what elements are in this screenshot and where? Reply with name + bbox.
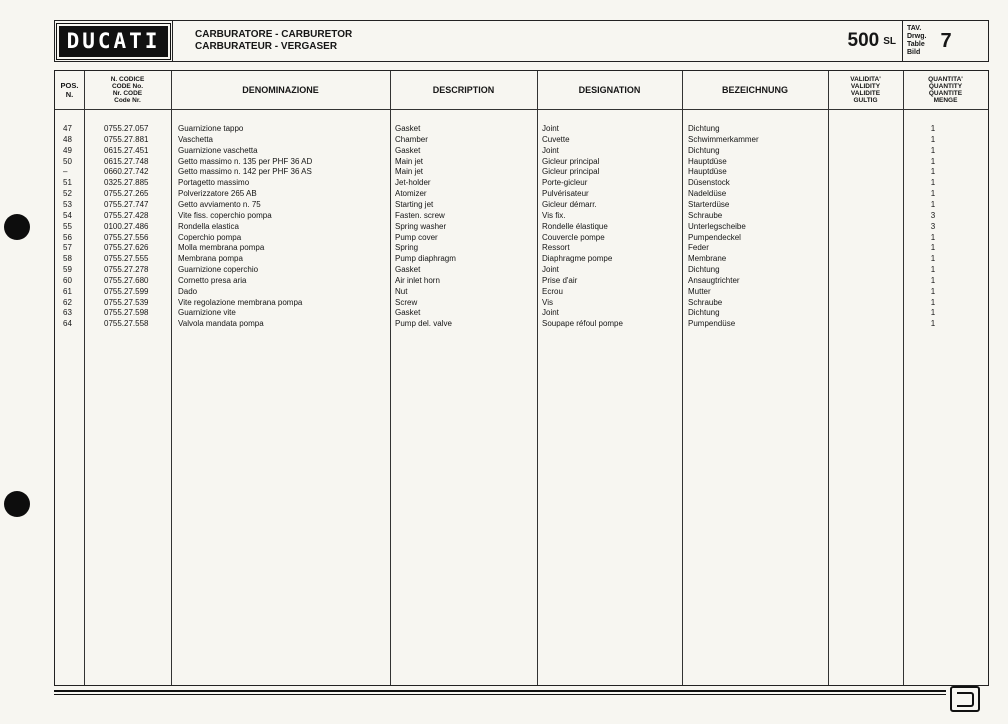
cell-qty: 1 [930,167,936,177]
cell-bez: Dichtung [688,145,720,155]
cell-qty: 1 [930,145,936,155]
cell-pos: 53 [63,199,72,209]
table-row [55,242,988,253]
cell-code: 0755.27.881 [104,134,149,144]
cell-bez: Schwimmerkammer [688,134,759,144]
col-header-pos: POS. N. [60,81,79,99]
title-line-1: CARBURATORE - CARBURETOR [195,29,353,40]
cell-desc: Gasket [395,145,421,155]
table-row [55,145,988,156]
cell-dsg: Rondelle élastique [542,221,608,231]
cell-den: Guarnizione vaschetta [178,145,258,155]
cell-bez: Dichtung [688,265,720,275]
cell-pos: 58 [63,254,72,264]
table-row [55,297,988,308]
cell-pos: 60 [63,275,72,285]
cell-bez: Hauptdüse [688,167,727,177]
cell-den: Polverizzatore 265 AB [178,189,257,199]
table-row [55,210,988,221]
cell-desc: Main jet [395,156,424,166]
cell-pos: 61 [63,286,72,296]
footer-rule [54,694,946,695]
cell-desc: Starting jet [395,199,434,209]
cell-dsg: Cuvette [542,134,570,144]
table-row [55,134,988,145]
cell-pos: – [63,167,68,177]
cell-bez: Schraube [688,297,723,307]
cell-code: 0100.27.486 [104,221,149,231]
cell-code: 0755.27.265 [104,189,149,199]
col-header-validity: VALIDITA' VALIDITY VALIDITE GULTIG [850,76,881,104]
cell-pos: 47 [63,124,72,133]
ducati-mark-icon [950,686,980,712]
table-row [55,232,988,243]
tav-label: TAV. [907,25,922,32]
cell-bez: Dichtung [688,124,720,133]
cell-qty: 1 [930,275,936,285]
cell-qty: 1 [930,297,936,307]
cell-code: 0755.27.598 [104,308,149,318]
cell-desc: Pump diaphragm [395,254,456,264]
table-labels [907,25,926,57]
cell-code: 0755.27.680 [104,275,149,285]
cell-den: Guarnizione coperchio [178,265,259,275]
cell-den: Guarnizione vite [178,308,236,318]
cell-pos: 55 [63,221,72,231]
col-header-designation: DESIGNATION [578,85,641,95]
drwg-label: Drwg. [907,33,927,40]
cell-dsg: Ressort [542,243,570,253]
cell-qty: 1 [930,308,936,318]
table-row [55,177,988,188]
cell-qty: 1 [930,265,936,275]
cell-bez: Unterlegscheibe [688,221,746,231]
cell-den: Guarnizione tappo [178,124,244,133]
cell-den: Dado [178,286,198,296]
cell-den: Coperchio pompa [178,232,242,242]
cell-code: 0755.27.747 [104,199,149,209]
cell-dsg: Prise d'air [542,275,578,285]
cell-desc: Pump cover [395,232,438,242]
cell-den: Cornetto presa aria [178,275,247,285]
cell-pos: 54 [63,210,72,220]
cell-dsg: Diaphragme pompe [542,254,613,264]
cell-dsg: Gicleur principal [542,167,600,177]
cell-dsg: Soupape réfoul pompe [542,319,623,329]
cell-qty: 1 [930,178,936,188]
cell-code: 0755.27.599 [104,286,149,296]
cell-qty: 1 [930,124,936,133]
cell-qty: 1 [930,199,936,209]
cell-desc: Spring [395,243,419,253]
cell-desc: Jet-holder [395,178,431,188]
cell-pos: 59 [63,265,72,275]
col-header-description: DESCRIPTION [432,85,495,95]
cell-bez: Dichtung [688,308,720,318]
table-row [55,188,988,199]
cell-desc: Pump del. valve [395,319,452,329]
cell-desc: Atomizer [395,189,427,199]
cell-qty: 3 [930,221,936,231]
cell-bez: Nadeldüse [688,189,727,199]
cell-desc: Nut [395,286,408,296]
cell-bez: Schraube [688,210,723,220]
table-row [55,156,988,167]
cell-den: Molla membrana pompa [178,243,265,253]
cell-den: Vite fiss. coperchio pompa [178,210,272,220]
cell-pos: 50 [63,156,72,166]
table-number-cell [902,21,988,61]
cell-dsg: Joint [542,308,559,318]
cell-pos: 62 [63,297,72,307]
model-number: 500 [847,30,880,51]
cell-dsg: Joint [542,265,559,275]
cell-pos: 48 [63,134,72,144]
parts-table [54,70,989,686]
cell-den: Valvola mandata pompa [178,319,264,329]
cell-desc: Screw [395,297,418,307]
cell-bez: Pumpendüse [688,319,736,329]
cell-dsg: Vis fix. [542,210,566,220]
col-header-quantity: QUANTITA' QUANTITY QUANTITE MENGE [928,76,963,104]
cell-bez: Feder [688,243,709,253]
cell-den: Vaschetta [178,134,213,144]
cell-desc: Spring washer [395,221,447,231]
cell-qty: 3 [930,210,936,220]
table-row [55,318,988,329]
table-row [55,123,988,134]
page-header [54,20,989,62]
table-number: 7 [940,29,952,52]
cell-den: Portagetto massimo [178,178,250,188]
table-row [55,275,988,286]
cell-desc: Chamber [395,134,428,144]
cell-den: Getto massimo n. 135 per PHF 36 AD [178,156,313,166]
cell-code: 0755.27.556 [104,232,149,242]
ducati-logo: DUCATI [59,26,169,57]
binder-hole [4,491,30,517]
cell-dsg: Pulvérisateur [542,189,589,199]
col-header-denominazione: DENOMINAZIONE [242,85,319,95]
cell-qty: 1 [930,134,936,144]
cell-code: 0615.27.748 [104,156,149,166]
cell-den: Vite regolazione membrana pompa [178,297,303,307]
table-row [55,307,988,318]
cell-bez: Pumpendeckel [688,232,741,242]
cell-code: 0755.27.539 [104,297,149,307]
cell-qty: 1 [930,232,936,242]
bild-label: Bild [907,49,921,56]
cell-dsg: Joint [542,124,559,133]
cell-desc: Main jet [395,167,424,177]
table-label: Table [907,41,925,48]
cell-code: 0615.27.451 [104,145,149,155]
title-line-2: CARBURATEUR - VERGASER [195,41,338,52]
cell-dsg: Ecrou [542,286,563,296]
cell-code: 0755.27.555 [104,254,149,264]
cell-desc: Air inlet horn [395,275,440,285]
cell-bez: Starterdüse [688,199,730,209]
cell-desc: Gasket [395,308,421,318]
section-title [173,21,824,61]
cell-den: Getto avviamento n. 75 [178,199,261,209]
cell-code: 0755.27.428 [104,210,149,220]
cell-bez: Hauptdüse [688,156,727,166]
table-row [55,264,988,275]
footer-rule [54,690,946,692]
cell-qty: 1 [930,254,936,264]
table-row [55,166,988,177]
col-header-bezeichnung: BEZEICHNUNG [721,85,788,95]
model-cell [824,21,902,61]
cell-qty: 1 [930,189,936,199]
cell-den: Rondella elastica [178,221,239,231]
cell-dsg: Couvercle pompe [542,232,605,242]
cell-qty: 1 [930,243,936,253]
cell-code: 0660.27.742 [104,167,149,177]
cell-dsg: Joint [542,145,559,155]
cell-pos: 51 [63,178,72,188]
cell-qty: 1 [930,156,936,166]
model-suffix: SL [883,35,896,47]
cell-qty: 1 [930,319,936,329]
cell-code: 0755.27.278 [104,265,149,275]
cell-bez: Membrane [688,254,727,264]
table-row [55,221,988,232]
cell-code: 0325.27.885 [104,178,149,188]
cell-code: 0755.27.558 [104,319,149,329]
cell-den: Getto massimo n. 142 per PHF 36 AS [178,167,312,177]
cell-pos: 56 [63,232,72,242]
cell-code: 0755.27.626 [104,243,149,253]
table-row [55,286,988,297]
cell-dsg: Porte-gicleur [542,178,588,188]
cell-pos: 64 [63,319,72,329]
cell-dsg: Vis [542,297,553,307]
brand-cell [55,21,173,61]
cell-code: 0755.27.057 [104,124,149,133]
cell-dsg: Gicleur principal [542,156,600,166]
table-row [55,199,988,210]
cell-bez: Mutter [688,286,711,296]
cell-desc: Fasten. screw [395,210,445,220]
cell-dsg: Gicleur démarr. [542,199,597,209]
cell-pos: 63 [63,308,72,318]
col-header-code: N. CODICE CODE No. Nr. CODE Code Nr. [110,76,145,104]
cell-qty: 1 [930,286,936,296]
cell-pos: 49 [63,145,72,155]
cell-bez: Düsenstock [688,178,730,188]
cell-den: Membrana pompa [178,254,243,264]
binder-hole [4,214,30,240]
cell-bez: Ansaugtrichter [688,275,740,285]
cell-desc: Gasket [395,124,421,133]
cell-desc: Gasket [395,265,421,275]
cell-pos: 57 [63,243,72,253]
cell-pos: 52 [63,189,72,199]
table-row [55,253,988,264]
